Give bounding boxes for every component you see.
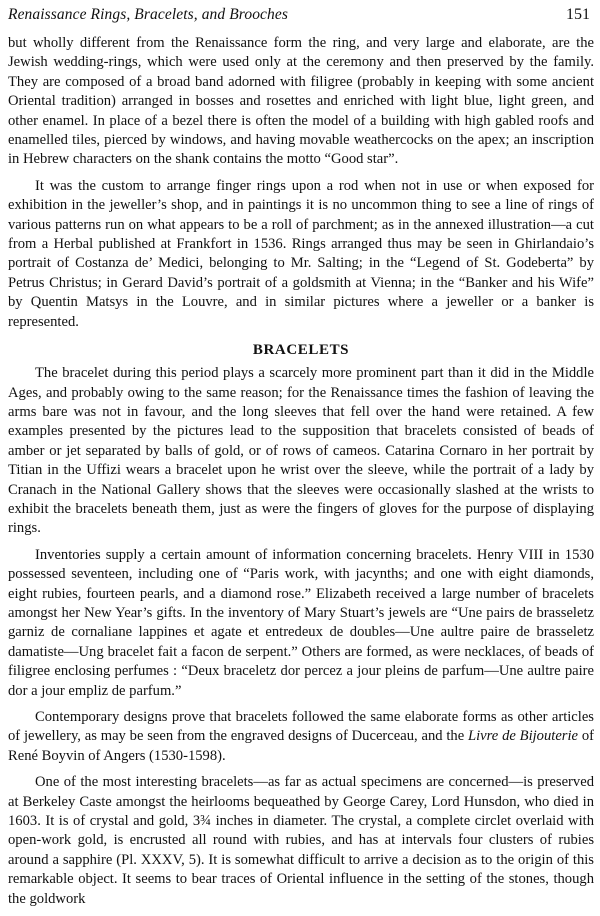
paragraph-rings-on-rod: It was the custom to arrange finger rings upon a rod when not in use or when exposed for exhibition in the jeweller’s shop, and in paintings it is no uncommon thing to see a line of rings of various patterns run on what appears to be a roll of parchment; as in the annexed illustration—a cut from a Herbal published at Frankfort in 1536. Rings arranged thus may be seen in Ghirlandaio’s portrait of Costanza de’ Medici, belonging to Mr. Salting; in the “Legend of St. Godeberta” by Petrus Christus; in Gerard David’s portrait of a goldsmith at Vienna; in the “Banker and his Wife” by Quentin Matsys in the Louvre, and in similar pictures where a jeweller or a banker is represented.	[8, 177, 594, 330]
section-heading-bracelets: BRACELETS	[252, 342, 350, 359]
paragraph-text-part: Contemporary designs prove that bracelets followed the same elaborate forms as other articles of jewellery, as may be seen from the engraved designs of Ducerceau, and the	[8, 709, 594, 745]
paragraph-text-part: of René Boyvin of Angers (1530-1598).	[8, 728, 594, 764]
paragraph-inventories: Inventories supply a certain amount of information concerning bracelets. Henry VIII in 1530 possessed seventeen, including one of “Paris work, with jacynths; and one with eight diamonds, eight rubies, fourteen pearls, and a diamond rose.” Elizabeth received a large number of bracelets amongst her New Year’s gifts. In the inventory of Mary Stuart’s jewels are “Une pairs de brasseletz garniz de cornaliane lappines et agate et entredeux de doubles—Une aultre paire de brasseletz damatiste—Ung bracelet fait a facon de serpent.” Others are formed, as were necklaces, of beads of filigree enclosing perfumes : “Deux braceletz dor percez a jour pleins de parfum—Une aultre paire dor a jour empliz de parfum.”	[8, 546, 594, 699]
body-text	[8, 34, 594, 909]
paragraph-contemporary-designs	[8, 708, 594, 766]
paragraph-jewish-wedding-rings: but wholly different from the Renaissance form the ring, and very large and elaborate, are the Jewish wedding-rings, which were used only at the ceremony and then preserved by the family. They are composed of a broad band adorned with filigree (probably in keeping with some ancient Oriental tradition) arranged in bosses and rosettes and enriched with light blue, light green, and other enamel. In place of a bezel there is often the model of a building with high gabled roofs and enamelled tiles, pierced by windows, and having movable weathercocks on the apex; an inscription in Hebrew characters on the shank contains the motto “Good star”.	[8, 35, 594, 168]
paragraph-bracelet-period: The bracelet during this period plays a scarcely more prominent part than it did in the Middle Ages, and probably owing to the same reason; for the Renaissance times the fashion of leaving the arms bare was not in favour, and the long sleeves that fell over the hand were retained. A few examples presented by the pictures lead to the supposition that bracelets consisted of beads of amber or jet separated by balls of gold, or of rows of cameos. Catarina Cornaro in her portrait by Titian in the Uffizi wears a bracelet upon he wrist over the sleeve, while the portrait of a lady by Cranach in the National Gallery shows that the sleeves were occasionally slashed at the wrists to exhibit the bracelets beneath them, just as were the fingers of gloves for the purpose of displaying rings.	[8, 365, 594, 537]
book-title-italic: Livre de Bijouterie	[468, 728, 579, 745]
paragraph-berkeley-bracelet: One of the most interesting bracelets—as far as actual specimens are concerned—is preserved at Berkeley Caste amongst the heirlooms bequeathed by George Carey, Lord Hunsdon, who died in 1603. It is of crystal and gold, 3¾ inches in diameter. The crystal, a complete circlet overlaid with open-work gold, is encrusted all round with rubies, and has at intervals four clusters of rubies around a sapphire (Pl. XXXV, 5). It is somewhat difficult to arrive a decision as to the origin of this remarkable object. It seems to bear traces of Oriental influence in the setting of the stones, though the goldwork	[8, 774, 594, 907]
running-title: Renaissance Rings, Bracelets, and Brooches	[8, 6, 288, 23]
book-page	[8, 6, 594, 916]
page-number: 151	[566, 6, 590, 23]
running-head	[8, 6, 594, 30]
